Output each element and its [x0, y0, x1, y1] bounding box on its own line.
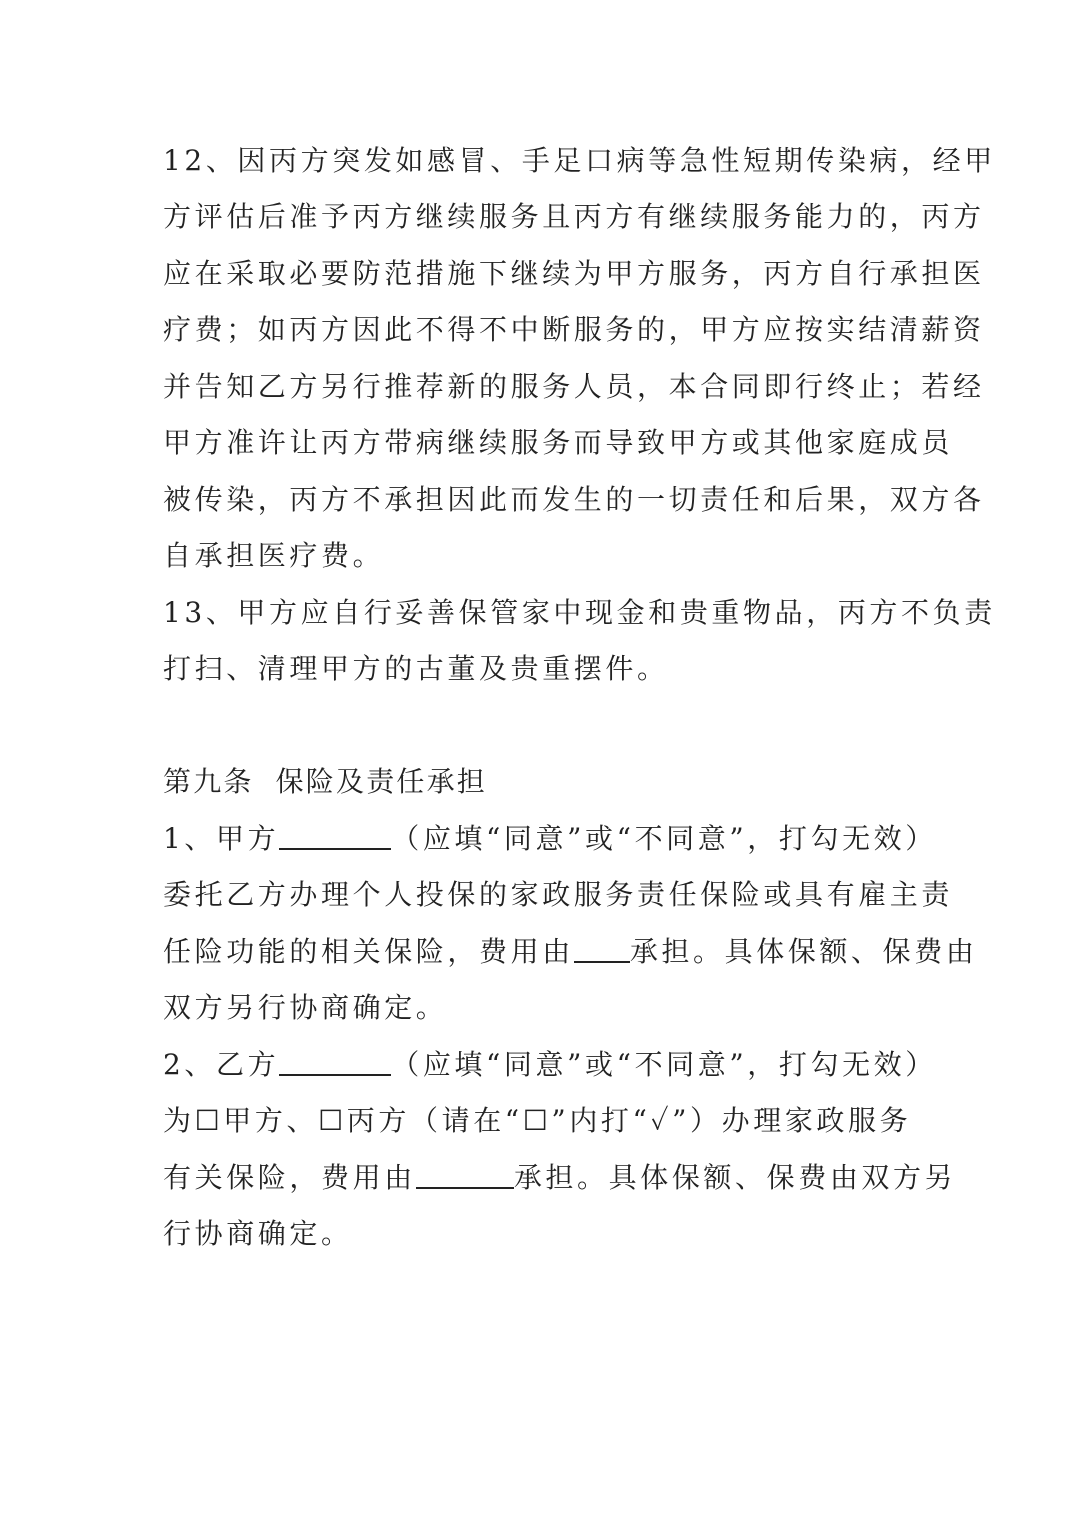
item-1-fee-text: 任险功能的相关保险，费用由 [163, 935, 574, 968]
item-2-fee-text: 有关保险，费用由 [163, 1161, 416, 1194]
clause-12-line-8: 自承担医疗费。 [163, 539, 385, 572]
item-2-line-1 [163, 1037, 937, 1093]
clause-13-line-1: 13、甲方应自行妥善保管家中现金和贵重物品，丙方不负责 [163, 596, 996, 629]
item-2-fee-text-after: 承担。具体保额、保费由双方另 [513, 1161, 957, 1194]
clause-12-line-2: 方评估后准予丙方继续服务且丙方有继续服务能力的，丙方 [163, 200, 985, 233]
item-2-line-3 [163, 1150, 957, 1206]
item-1-line-4: 双方另行协商确定。 [163, 991, 448, 1024]
clause-12-line-3: 应在采取必要防范措施下继续为甲方服务，丙方自行承担医 [163, 257, 985, 290]
clause-12-line-4: 疗费；如丙方因此不得不中断服务的，甲方应按实结清薪资 [163, 313, 985, 346]
clause-12-line-1: 12、因丙方突发如感冒、手足口病等急性短期传染病，经甲 [163, 144, 996, 177]
item-1-consent-blank[interactable] [279, 812, 391, 850]
item-2-line-2: 为☐甲方、☐丙方（请在“☐”内打“✓”）办理家政服务 [163, 1104, 912, 1137]
item-2-fee-payer-blank[interactable] [416, 1151, 514, 1189]
item-2-instruction: （应填“同意”或“不同意”，打勾无效） [391, 1048, 937, 1081]
clause-13-line-2: 打扫、清理甲方的古董及贵重摆件。 [163, 652, 669, 685]
item-1-line-2: 委托乙方办理个人投保的家政服务责任保险或具有雇主责 [163, 878, 954, 911]
clause-12-line-7: 被传染，丙方不承担因此而发生的一切责任和后果，双方各 [163, 483, 985, 516]
clause-12-line-5: 并告知乙方另行推荐新的服务人员，本合同即行终止；若经 [163, 370, 985, 403]
item-1-line-3 [163, 924, 978, 980]
item-1-instruction: （应填“同意”或“不同意”，打勾无效） [391, 822, 937, 855]
clause-12-line-6: 甲方准许让丙方带病继续服务而导致甲方或其他家庭成员 [163, 426, 954, 459]
article-9-number: 第九条 [163, 765, 254, 798]
item-1-line-1 [163, 811, 937, 867]
item-2-line-4: 行协商确定。 [163, 1217, 353, 1250]
item-1-prefix: 1、甲方 [163, 822, 280, 855]
item-2-consent-blank[interactable] [279, 1038, 391, 1076]
item-1-fee-payer-blank[interactable] [574, 925, 630, 963]
article-9-title: 保险及责任承担 [275, 765, 488, 798]
article-9-heading [163, 754, 923, 810]
item-1-fee-text-after: 承担。具体保额、保费由 [629, 935, 978, 968]
item-2-prefix: 2、乙方 [163, 1048, 280, 1081]
